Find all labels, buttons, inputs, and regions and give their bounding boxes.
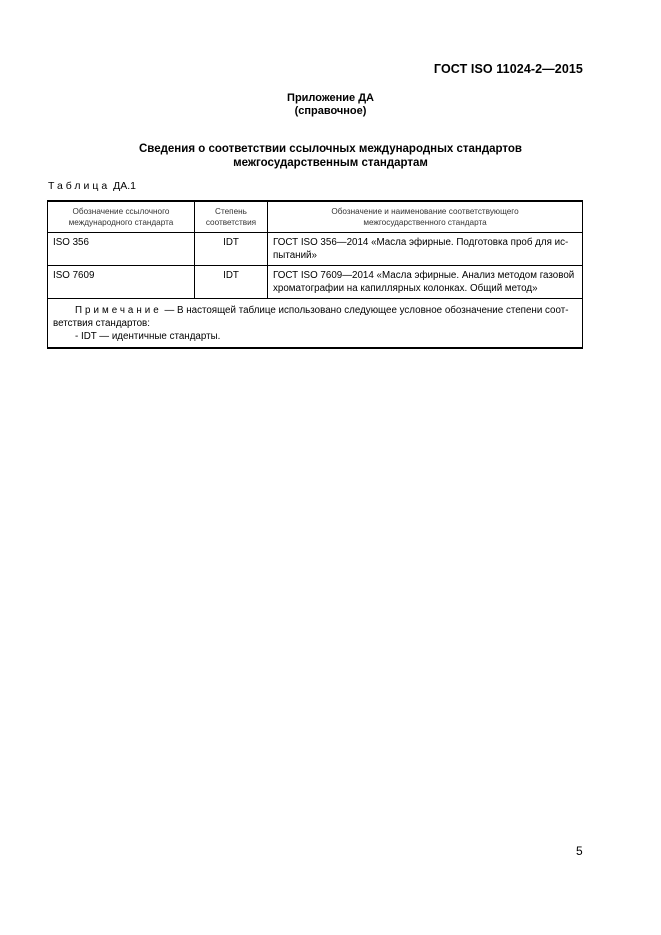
page-number: 5 — [576, 844, 583, 858]
note-label: Примечание — [75, 305, 162, 316]
column-header-reference — [48, 201, 195, 233]
cell-standard — [268, 266, 583, 299]
section-heading-line-1: Сведения о соответствии ссылочных международных стандартов — [138, 143, 522, 155]
document-code: ГОСТ ISO 11024-2—2015 — [433, 62, 583, 76]
cell-reference: ISO 7609 — [48, 266, 195, 299]
column-header-reference-line-2: международного стандарта — [68, 218, 174, 227]
column-header-reference-line-1: Обозначение ссылочного — [72, 207, 170, 216]
section-heading — [0, 142, 661, 170]
note-text-line-2: ветствия стандартов: — [53, 318, 150, 329]
appendix-title-block — [0, 92, 661, 118]
cell-standard-line-2: пытаний» — [273, 250, 317, 261]
note-item: - IDT — идентичные стандарты. — [75, 331, 221, 342]
column-header-standard — [268, 201, 583, 233]
column-header-standard-line-1: Обозначение и наименование соответствующего — [331, 207, 519, 216]
standards-table — [47, 200, 583, 349]
table-caption-word: Таблица — [48, 180, 111, 192]
column-header-degree-line-2: соответствия — [205, 218, 257, 227]
column-header-degree-line-1: Степень — [215, 207, 247, 216]
table-note-row — [48, 299, 583, 349]
cell-standard-line-1: ГОСТ ISO 356—2014 «Масла эфирные. Подготовка проб для ис- — [273, 237, 569, 248]
cell-degree: IDT — [195, 233, 268, 266]
appendix-title: Приложение ДА — [287, 92, 374, 104]
column-header-degree — [195, 201, 268, 233]
table-caption-number: ДА.1 — [113, 180, 136, 192]
table-header-row — [48, 201, 583, 233]
section-heading-line-2: межгосударственным стандартам — [233, 157, 428, 169]
column-header-standard-line-2: межгосударственного стандарта — [363, 218, 487, 227]
cell-reference: ISO 356 — [48, 233, 195, 266]
cell-standard-line-1: ГОСТ ISO 7609—2014 «Масла эфирные. Анализ методом газовой — [273, 270, 575, 281]
table-note — [48, 299, 583, 349]
cell-standard-line-2: хроматографии на капиллярных колонках. Общий метод» — [273, 283, 538, 294]
table-row — [48, 266, 583, 299]
table-caption — [48, 180, 136, 192]
cell-degree: IDT — [195, 266, 268, 299]
table-note-paragraph — [53, 304, 577, 317]
table-row — [48, 233, 583, 266]
appendix-subtitle: (справочное) — [294, 105, 367, 117]
note-text-line-1: — В настоящей таблице использовано следующее условное обозначение степени соот- — [161, 305, 569, 316]
cell-standard — [268, 233, 583, 266]
